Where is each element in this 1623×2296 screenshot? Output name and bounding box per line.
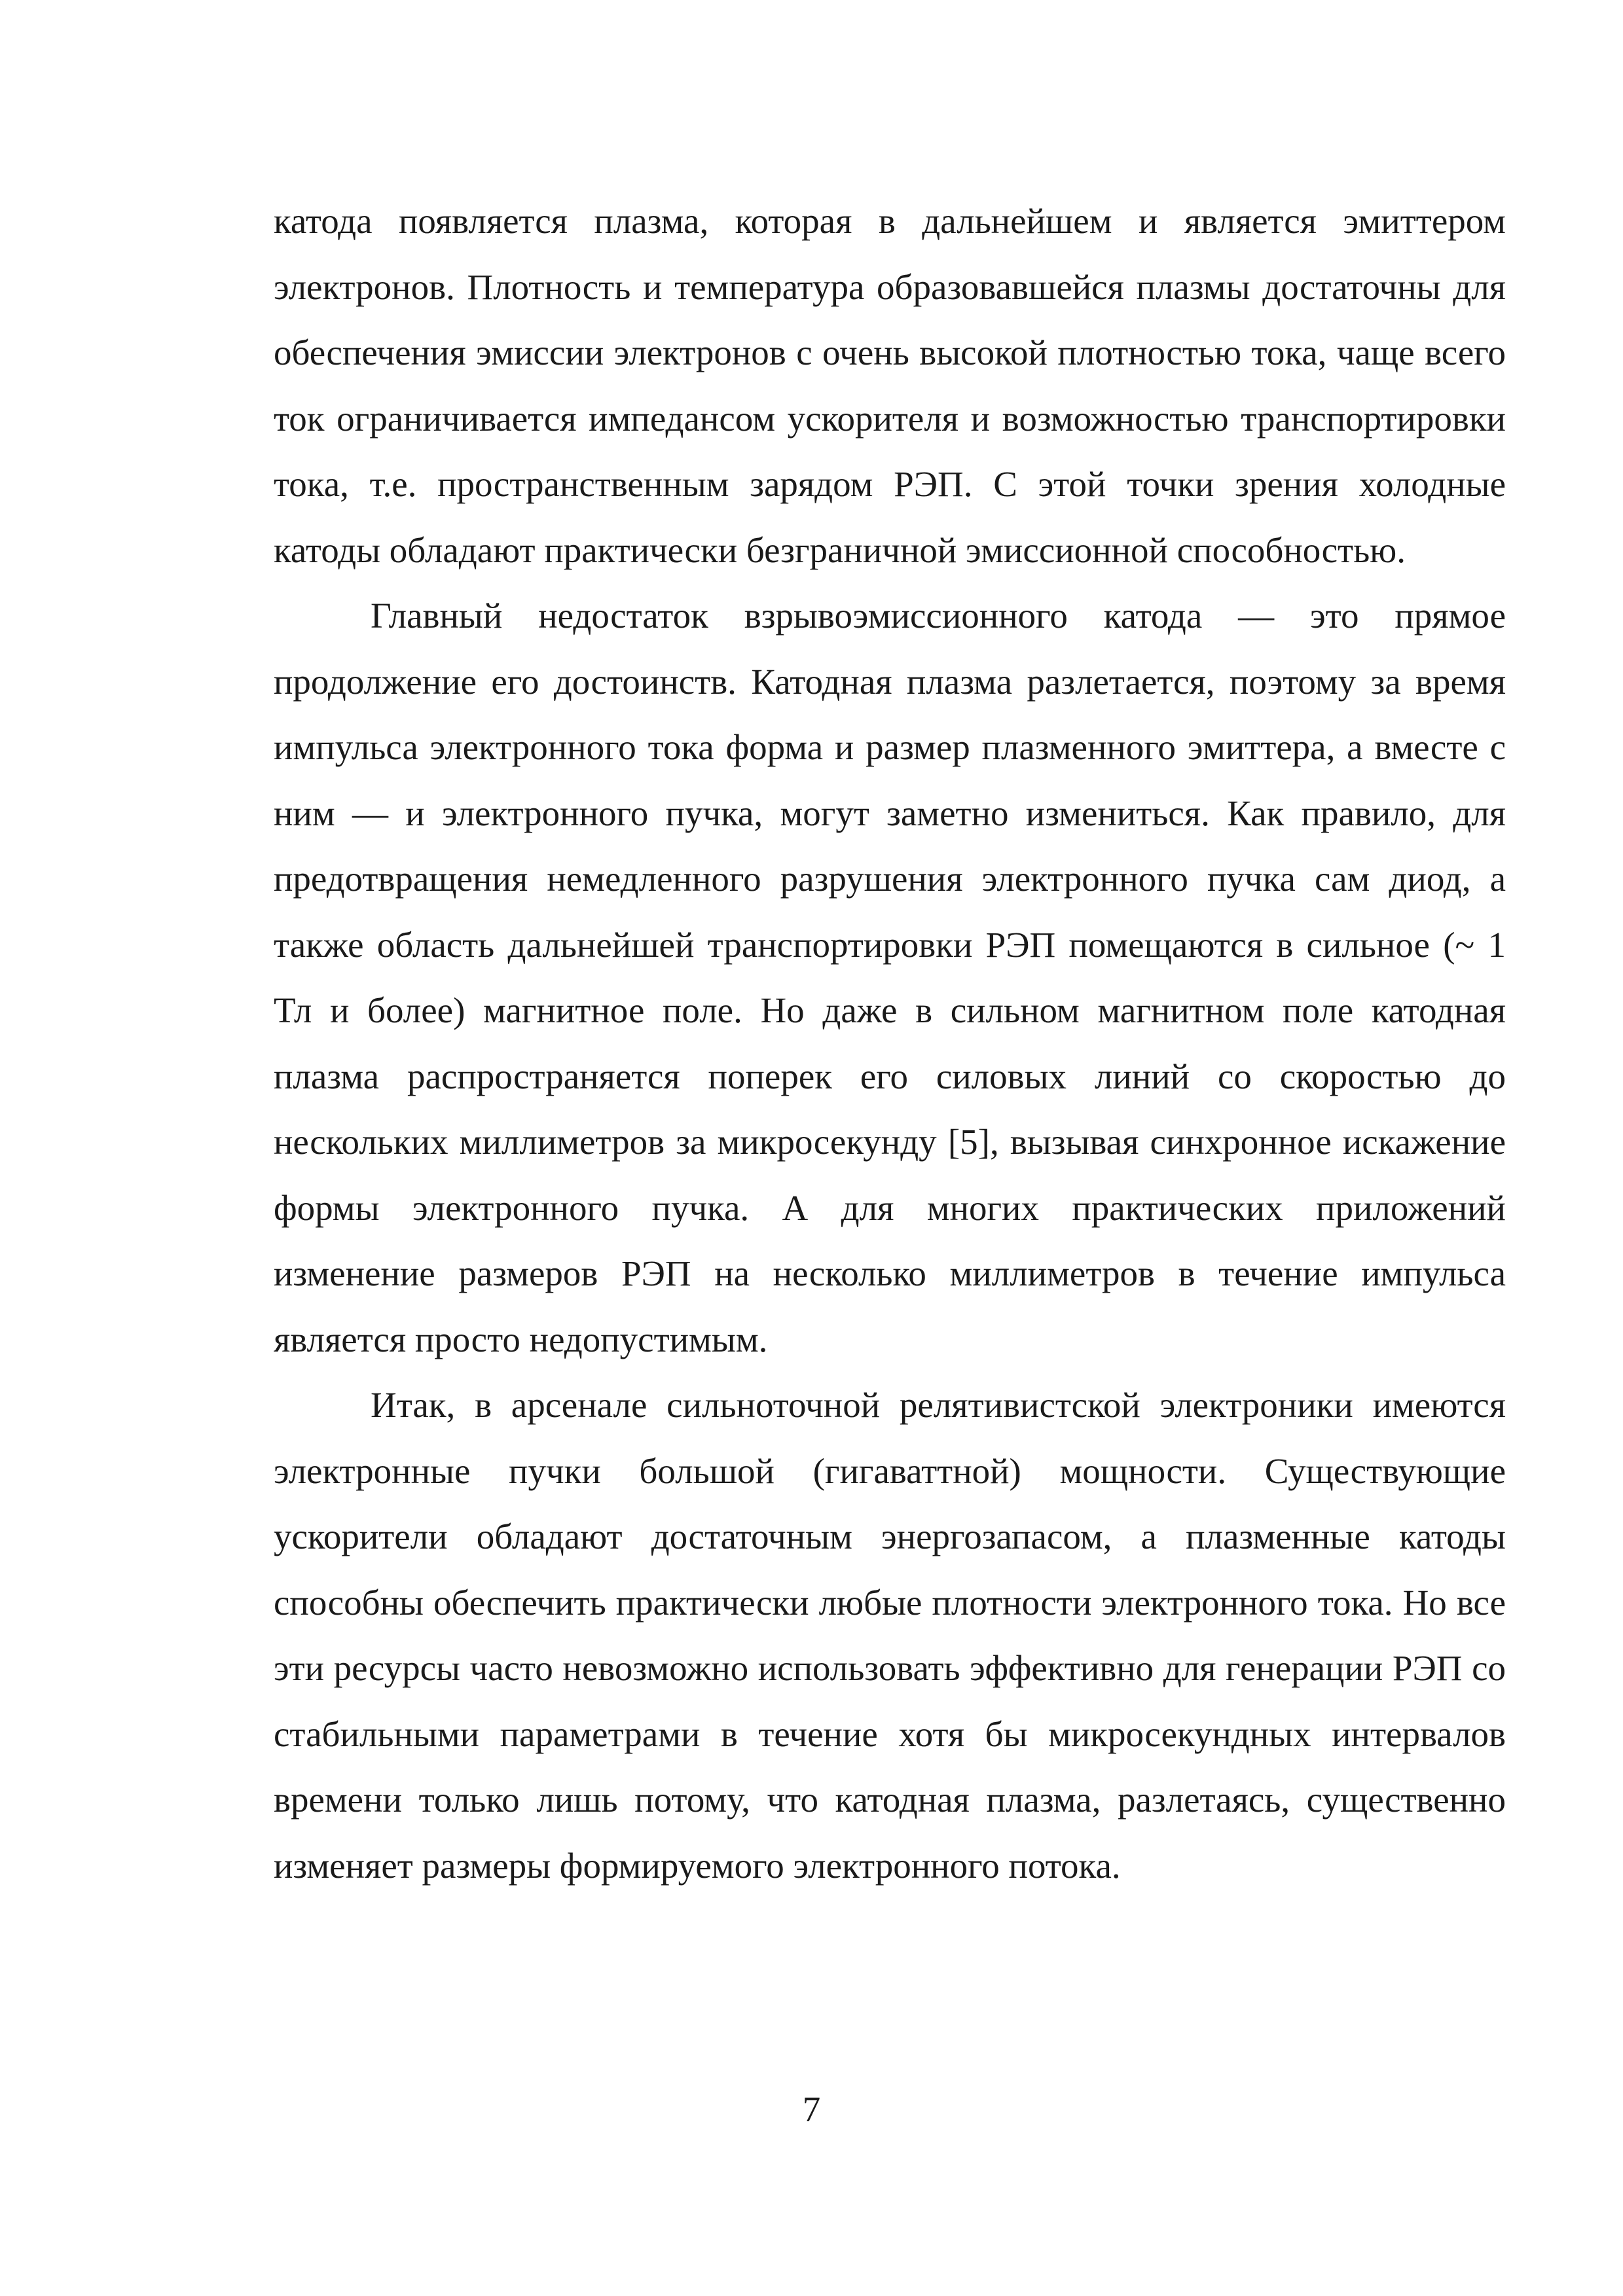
body-text	[274, 188, 1506, 1899]
paragraph-continuation: катода появляется плазма, которая в дальнейшем и является эмиттером электронов. Плотность и температура образовавшейся плазмы достаточны для обеспечения эмиссии электронов с очень высокой плотностью тока, чаще всего ток ограничивается импедансом ускорителя и возможностью транспортировки тока, т.е. пространственным зарядом РЭП. С этой точки зрения холодные катоды обладают практически безграничной эмиссионной способностью.	[274, 201, 1506, 570]
paragraph-main-drawback: Главный недостаток взрывоэмиссионного катода — это прямое продолжение его достоинств. Катодная плазма разлетается, поэтому за время импульса электронного тока форма и размер плазменного эмиттера, а вместе с ним — и электронного пучка, могут заметно измениться. Как правило, для предотвращения немедленного разрушения электронного пучка сам диод, а также область дальнейшей транспортировки РЭП помещаются в сильное (~ 1 Тл и более) магнитное поле. Но даже в сильном магнитном поле катодная плазма распространяется поперек его силовых линий со скоростью до нескольких миллиметров за микросекунду [5], вызывая синхронное искажение формы электронного пучка. А для многих практических приложений изменение размеров РЭП на несколько миллиметров в течение импульса является просто недопустимым.	[274, 596, 1506, 1359]
page-number: 7	[802, 2089, 821, 2129]
paragraph-conclusion: Итак, в арсенале сильноточной релятивистской электроники имеются электронные пучки большой (гигаваттной) мощности. Существующие ускорители обладают достаточным энергозапасом, а плазменные катоды способны обеспечить практически любые плотности электронного тока. Но все эти ресурсы часто невозможно использовать эффективно для генерации РЭП со стабильными параметрами в течение хотя бы микросекундных интервалов времени только лишь потому, что катодная плазма, разлетаясь, существенно изменяет размеры формируемого электронного потока.	[274, 1385, 1506, 1886]
